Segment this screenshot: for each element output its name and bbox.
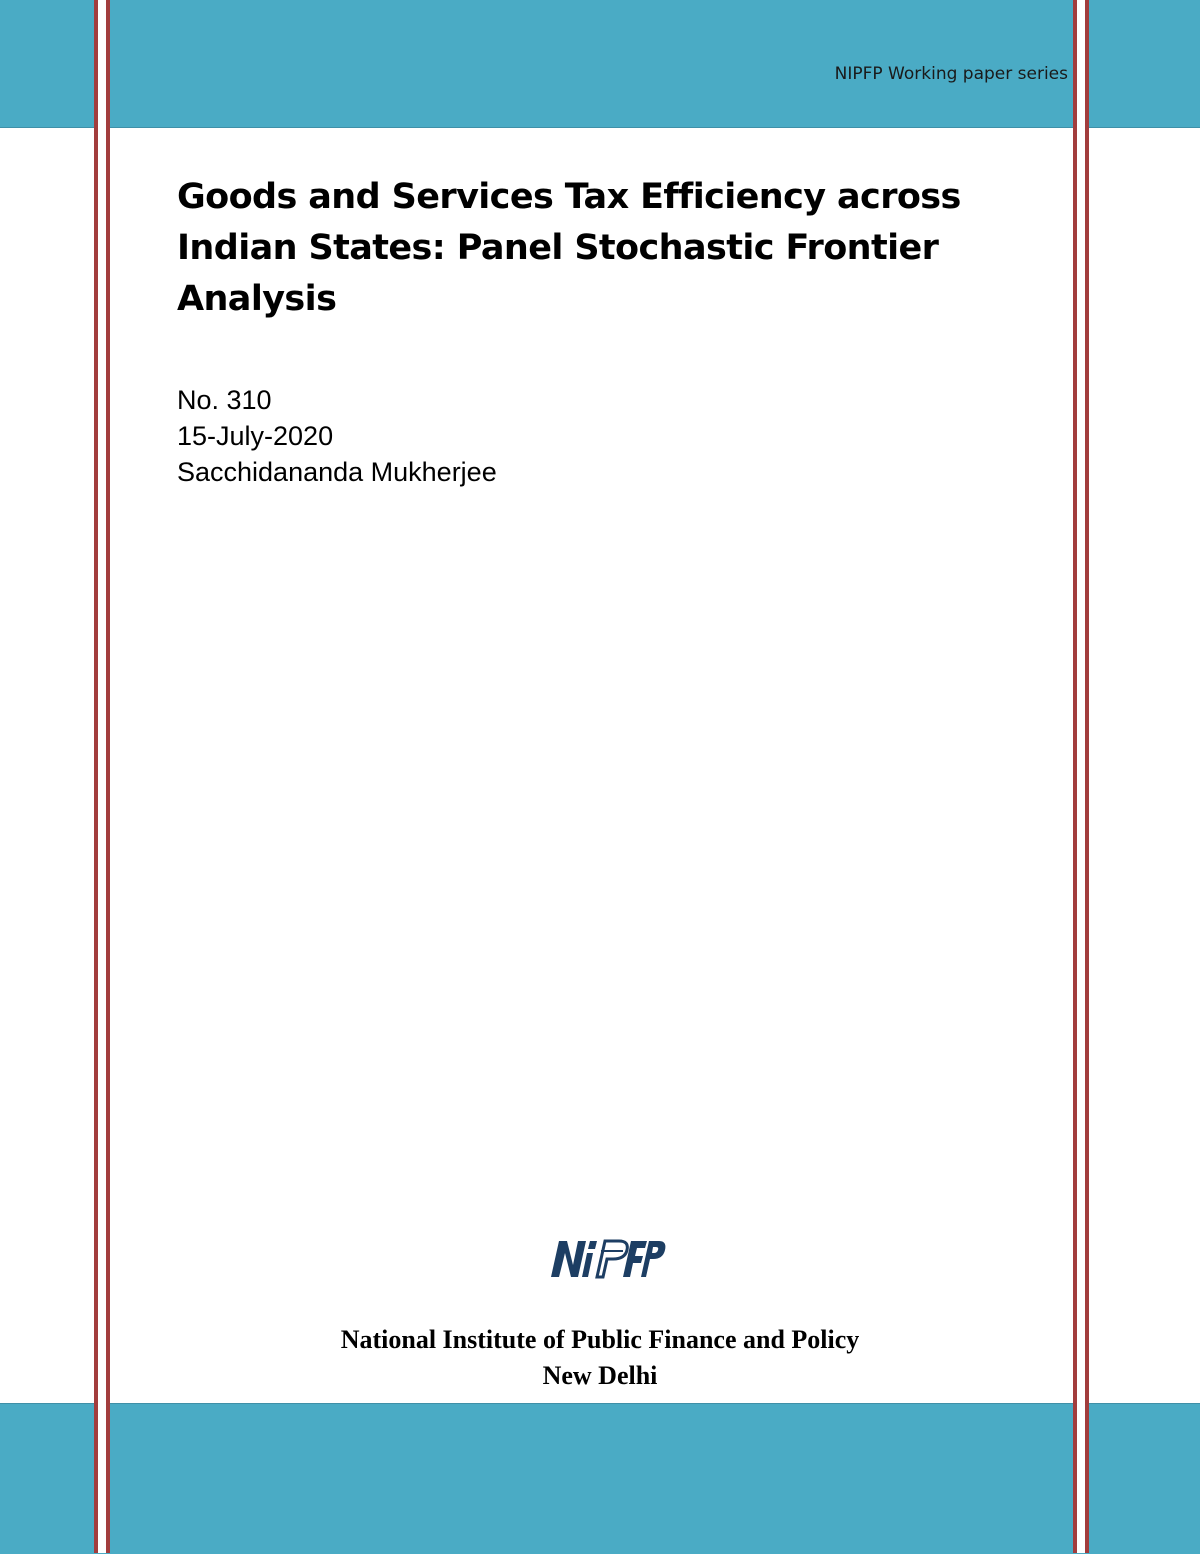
nipfp-logo-icon (545, 1235, 667, 1283)
bottom-band (0, 1403, 1200, 1554)
right-rail (1073, 0, 1089, 1553)
paper-author: Sacchidananda Mukherjee (177, 457, 497, 487)
institute-city: New Delhi (542, 1361, 658, 1390)
institute-name: National Institute of Public Finance and Policy (340, 1325, 860, 1354)
paper-number: No. 310 (177, 385, 272, 415)
paper-date: 15-July-2020 (177, 421, 334, 451)
paper-meta (177, 382, 497, 490)
paper-title: Goods and Services Tax Efficiency across Indian States: Panel Stochastic Frontier Analysis (177, 177, 961, 319)
nipfp-logo-graphic (545, 1235, 667, 1283)
left-rail (94, 0, 110, 1553)
series-label: NIPFP Working paper series (834, 64, 1068, 84)
